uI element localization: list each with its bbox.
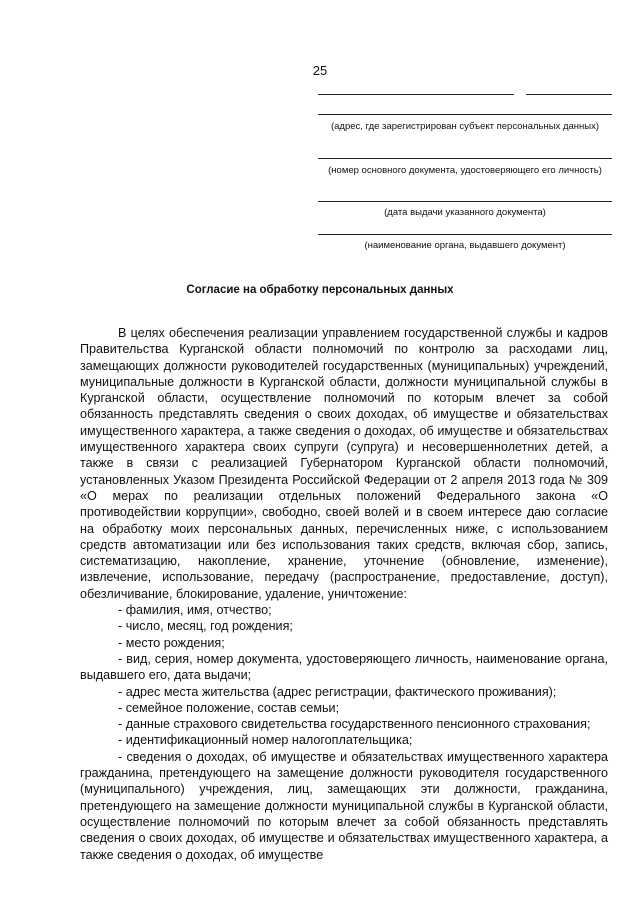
list-item: - число, месяц, год рождения;	[118, 619, 293, 634]
list-item: - сведения о доходах, об имуществе и обязательствах имущественного характера гражданина, претендующего на замещение должности руководителя государственного (муниципального) учреждения, лиц, замещающих эти должности, гражданина, претендующего на замещение должности муниципальной службы в Курганской области, осуществление полномочий по которым влечет за собой обязанность представлять сведения о своих доходах, об имуществе и обязательствах имущественного характера, а также сведения о доходах, об имуществе	[80, 749, 608, 862]
blank-line	[318, 234, 612, 235]
blank-line	[318, 201, 612, 202]
blank-line	[318, 158, 612, 159]
personal-data-list	[80, 602, 608, 863]
blank-line	[318, 114, 612, 115]
blank-line	[318, 94, 514, 95]
list-item: - место рождения;	[118, 635, 225, 650]
list-item: - фамилия, имя, отчество;	[118, 603, 272, 618]
list-item: - семейное положение, состав семьи;	[118, 700, 340, 715]
document-title: Согласие на обработку персональных данных	[186, 284, 454, 296]
document-body	[80, 325, 608, 863]
issue-date-caption: (дата выдачи указанного документа)	[384, 207, 546, 218]
blank-line	[526, 94, 612, 95]
list-item: - адрес места жительства (адрес регистрации, фактического проживания);	[118, 684, 557, 699]
document-number-caption: (номер основного документа, удостоверяющего его личность)	[328, 165, 602, 176]
list-item: - данные страхового свидетельства государственного пенсионного страхования;	[118, 717, 591, 732]
list-item: - идентификационный номер налогоплательщика;	[118, 733, 413, 748]
list-item: - вид, серия, номер документа, удостоверяющего личность, наименование органа, выдавшего его, дата выдачи;	[80, 651, 608, 683]
address-caption: (адрес, где зарегистрирован субъект персональных данных)	[330, 121, 600, 132]
page-number: 25	[312, 63, 328, 78]
intro-paragraph: В целях обеспечения реализации управлением государственной службы и кадров Правительства Курганской области полномочий по контролю за расходами лиц, замещающих должности руководителей государственных (муниципальных) учреждений, муниципальные должности в Курганской области, должности муниципальной службы в Курганской области, осуществление полномочий по которым влечет за собой обязанность представлять сведения о своих доходах, об имуществе и обязательствах имущественного характера, а также сведения о доходах, об имуществе и обязательствах имущественного характера своих супруги (супруга) и несовершеннолетних детей, а также в связи с реализацией Губернатором Курганской области полномочий, установленных Указом Президента Российской Федерации от 2 апреля 2013 года № 309 «О мерах по реализации отдельных положений Федерального закона «О противодействии коррупции», свободно, своей волей и в своем интересе даю согласие на обработку моих персональных данных, перечисленных ниже, с использованием средств автоматизации или без использования таких средств, включая сбор, запись, систематизацию, накопление, хранение, уточнение (обновление, изменение), извлечение, использование, передачу (распространение, предоставление, доступ), обезличивание, блокирование, удаление, уничтожение:	[80, 326, 608, 601]
issuing-authority-caption: (наименование органа, выдавшего документ)	[364, 240, 566, 251]
